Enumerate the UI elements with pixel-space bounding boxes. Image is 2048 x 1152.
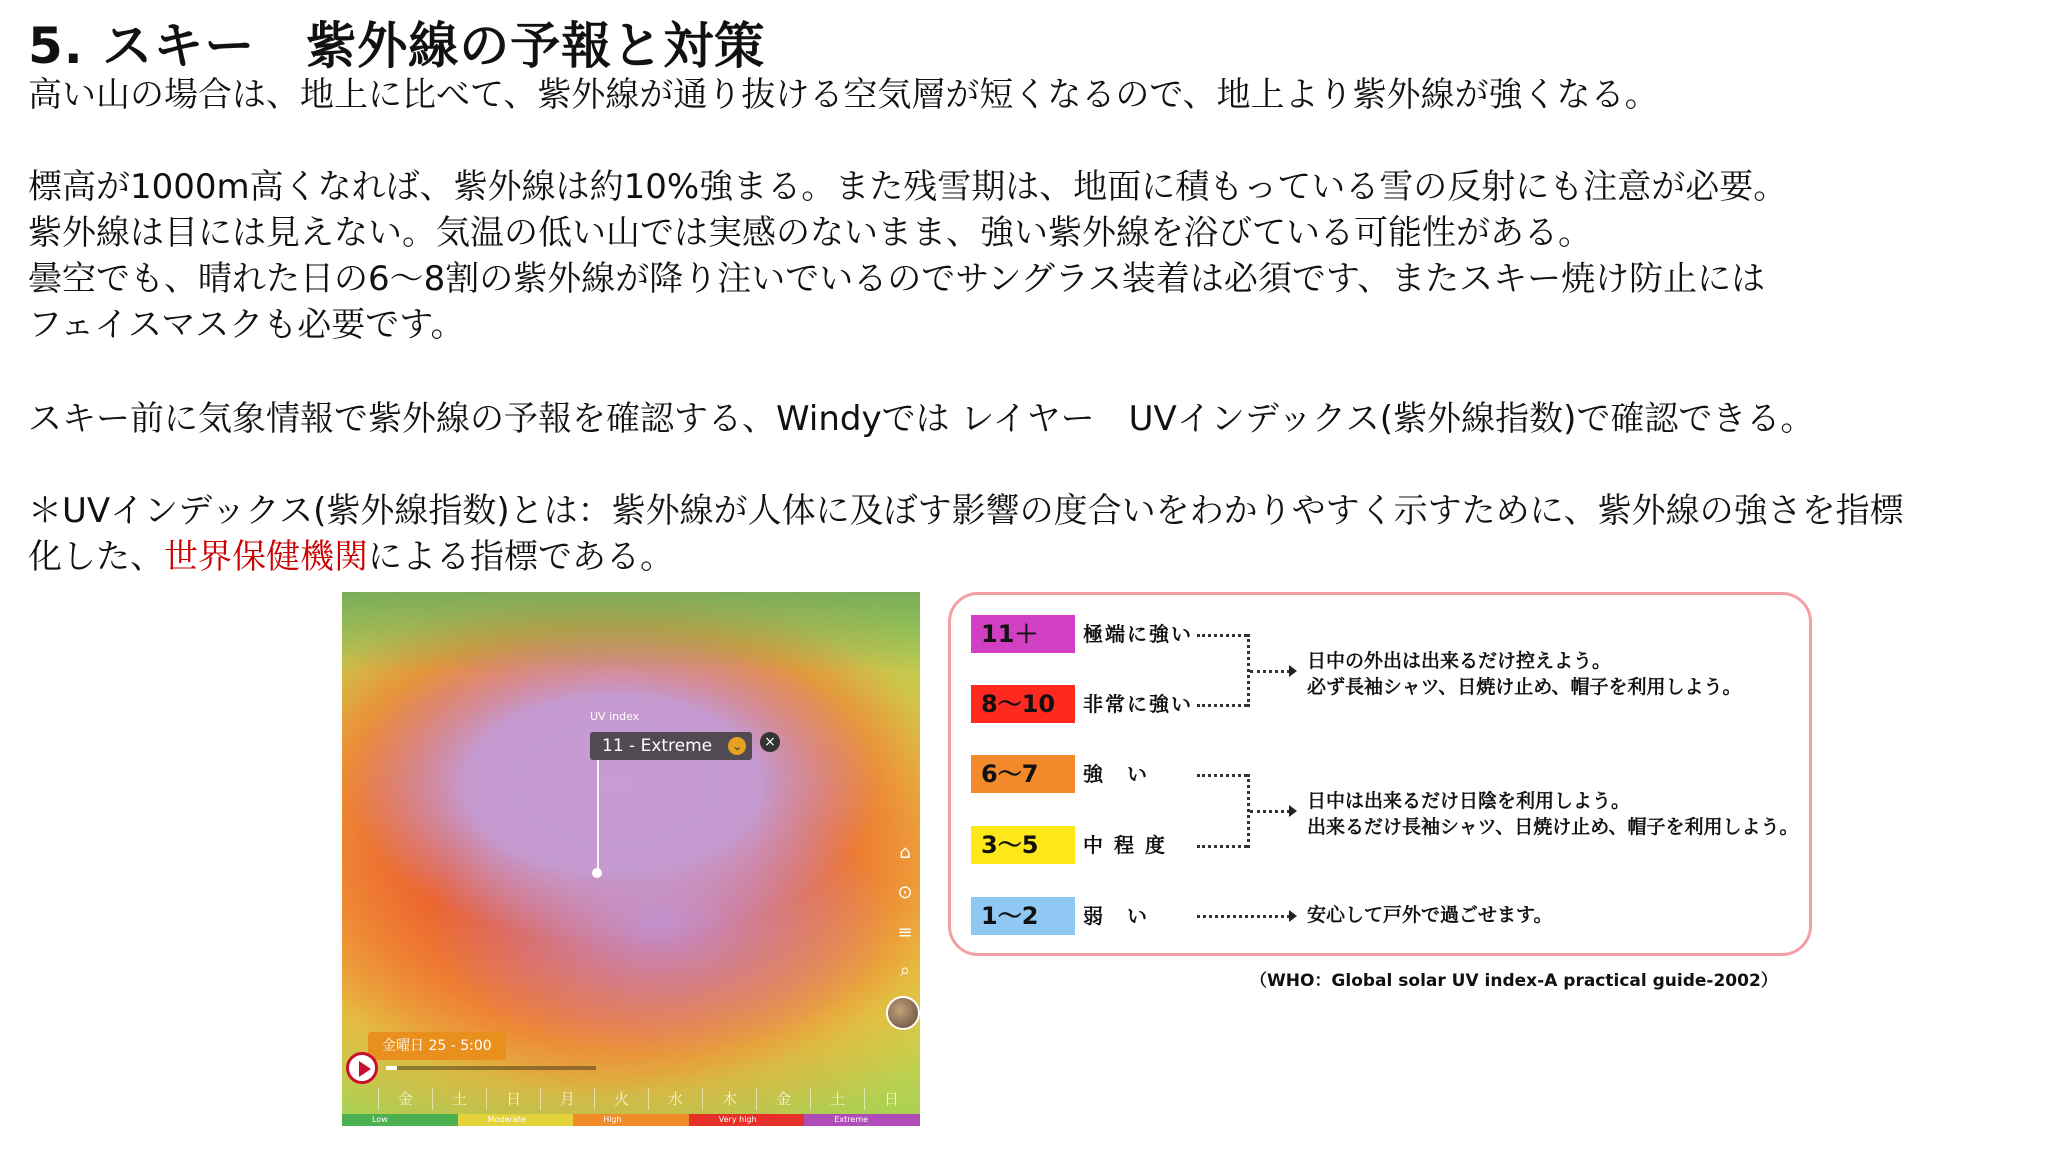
timeline-day[interactable]: 土 (810, 1088, 864, 1110)
timeline-day[interactable]: 日 (864, 1088, 918, 1110)
legend-source: （WHO：Global solar UV index-A practical guide-2002） (1250, 971, 1778, 991)
map-shade (342, 592, 920, 672)
connector-arrow-line-mid (1250, 810, 1290, 813)
windy-uv-map[interactable] (342, 592, 920, 1126)
uv-index-legend (948, 592, 1812, 956)
location-icon[interactable]: ⊙ (897, 882, 913, 903)
paragraph-windy: スキー前に気象情報で紫外線の予報を確認する、Windyでは レイヤー UVインデックス(紫外線指数)で確認できる。 (28, 399, 1815, 439)
arrow-right-icon (1289, 910, 1297, 922)
uv-level-high: 強 い (1083, 762, 1149, 786)
search-icon[interactable]: ⌕ (899, 960, 911, 981)
uv-scale-segment: Very high (689, 1114, 805, 1126)
timeline-day[interactable]: 月 (540, 1088, 594, 1110)
advice-high-1: 日中の外出は出来るだけ控えよう。 (1307, 650, 1612, 672)
uv-level-very-high: 非常に強い (1083, 692, 1193, 716)
uv-level-low: 弱 い (1083, 904, 1149, 928)
advice-low: 安心して戸外で過ごせます。 (1307, 904, 1553, 926)
connector-high (1197, 774, 1247, 777)
uv-value-high: 6～7 (971, 755, 1075, 793)
uv-level-moderate: 中 程 度 (1083, 833, 1167, 857)
timeline-day[interactable]: 火 (594, 1088, 648, 1110)
uv-value-very-high: 8～10 (971, 685, 1075, 723)
pin-dot[interactable] (592, 868, 602, 878)
timeline-day[interactable]: 日 (486, 1088, 540, 1110)
paragraph-altitude: 高い山の場合は、地上に比べて、紫外線が通り抜ける空気層が短くなるので、地上より紫外線が強くなる。 (28, 75, 1659, 115)
timeline-day[interactable]: 木 (702, 1088, 756, 1110)
timeline-progress[interactable] (386, 1066, 596, 1070)
paragraph-cloudy: 曇空でも、晴れた日の6～8割の紫外線が降り注いでいるのでサングラス装着は必須です、またスキー焼け防止には (28, 259, 1766, 299)
timeline-day[interactable]: 水 (648, 1088, 702, 1110)
close-icon[interactable]: × (760, 732, 780, 752)
connector-moderate (1197, 845, 1247, 848)
paragraph-who-end: による指標である。 (368, 537, 674, 577)
connector-extreme (1197, 634, 1247, 637)
play-button[interactable] (346, 1052, 378, 1084)
timeline-day[interactable]: 金 (378, 1088, 432, 1110)
connector-arrow-line-high (1250, 670, 1290, 673)
map-layer-label: UV index (590, 710, 640, 723)
paragraph-facemask: フェイスマスクも必要です。 (28, 305, 465, 345)
uv-scale-segment: High (573, 1114, 689, 1126)
uv-level-extreme: 極端に強い (1083, 622, 1193, 646)
paragraph-elevation: 標高が1000m高くなれば、紫外線は約10%強まる。また残雪期は、地面に積もっている雪の反射にも注意が必要。 (28, 167, 1788, 207)
uv-color-scale (342, 1114, 920, 1126)
chevron-down-icon[interactable]: ⌄ (728, 737, 746, 755)
connector-low (1197, 915, 1290, 918)
uv-popup-label: 11 - Extreme (602, 736, 713, 756)
avatar[interactable] (886, 996, 920, 1030)
connector-very-high (1197, 704, 1247, 707)
paragraph-who-start: 化した、 (28, 537, 164, 577)
advice-mid-2: 出来るだけ長袖シャツ、日焼け止め、帽子を利用しよう。 (1307, 816, 1799, 838)
uv-popup[interactable] (590, 732, 752, 760)
timeline-days[interactable] (378, 1088, 918, 1110)
uv-value-extreme: 11＋ (971, 615, 1075, 653)
uv-scale-segment: Low (342, 1114, 458, 1126)
home-icon[interactable]: ⌂ (899, 842, 911, 863)
date-chip[interactable]: 金曜日 25 - 5:00 (368, 1032, 506, 1060)
pin-line (597, 760, 599, 872)
paragraph-invisible: 紫外線は目には見えない。気温の低い山では実感のないまま、強い紫外線を浴びている可能性がある。 (28, 213, 1592, 253)
timeline-progress-fill (386, 1066, 397, 1070)
who-highlight: 世界保健機関 (164, 537, 368, 577)
timeline-day[interactable]: 土 (432, 1088, 486, 1110)
advice-high-2: 必ず長袖シャツ、日焼け止め、帽子を利用しよう。 (1307, 676, 1742, 698)
timeline-day[interactable]: 金 (756, 1088, 810, 1110)
advice-mid-1: 日中は出来るだけ日陰を利用しよう。 (1307, 790, 1631, 812)
arrow-right-icon (1289, 805, 1297, 817)
uv-scale-segment: Moderate (458, 1114, 574, 1126)
uv-value-moderate: 3～5 (971, 826, 1075, 864)
page-title: 5. スキー 紫外線の予報と対策 (28, 17, 766, 75)
paragraph-who (28, 534, 674, 580)
uv-scale-segment: Extreme (804, 1114, 920, 1126)
menu-icon[interactable]: ≡ (897, 922, 913, 943)
uv-value-low: 1～2 (971, 897, 1075, 935)
arrow-right-icon (1289, 665, 1297, 677)
paragraph-uv-definition: ＊UVインデックス(紫外線指数)とは：紫外線が人体に及ぼす影響の度合いをわかりやすく示すために、紫外線の強さを指標 (28, 491, 1904, 531)
